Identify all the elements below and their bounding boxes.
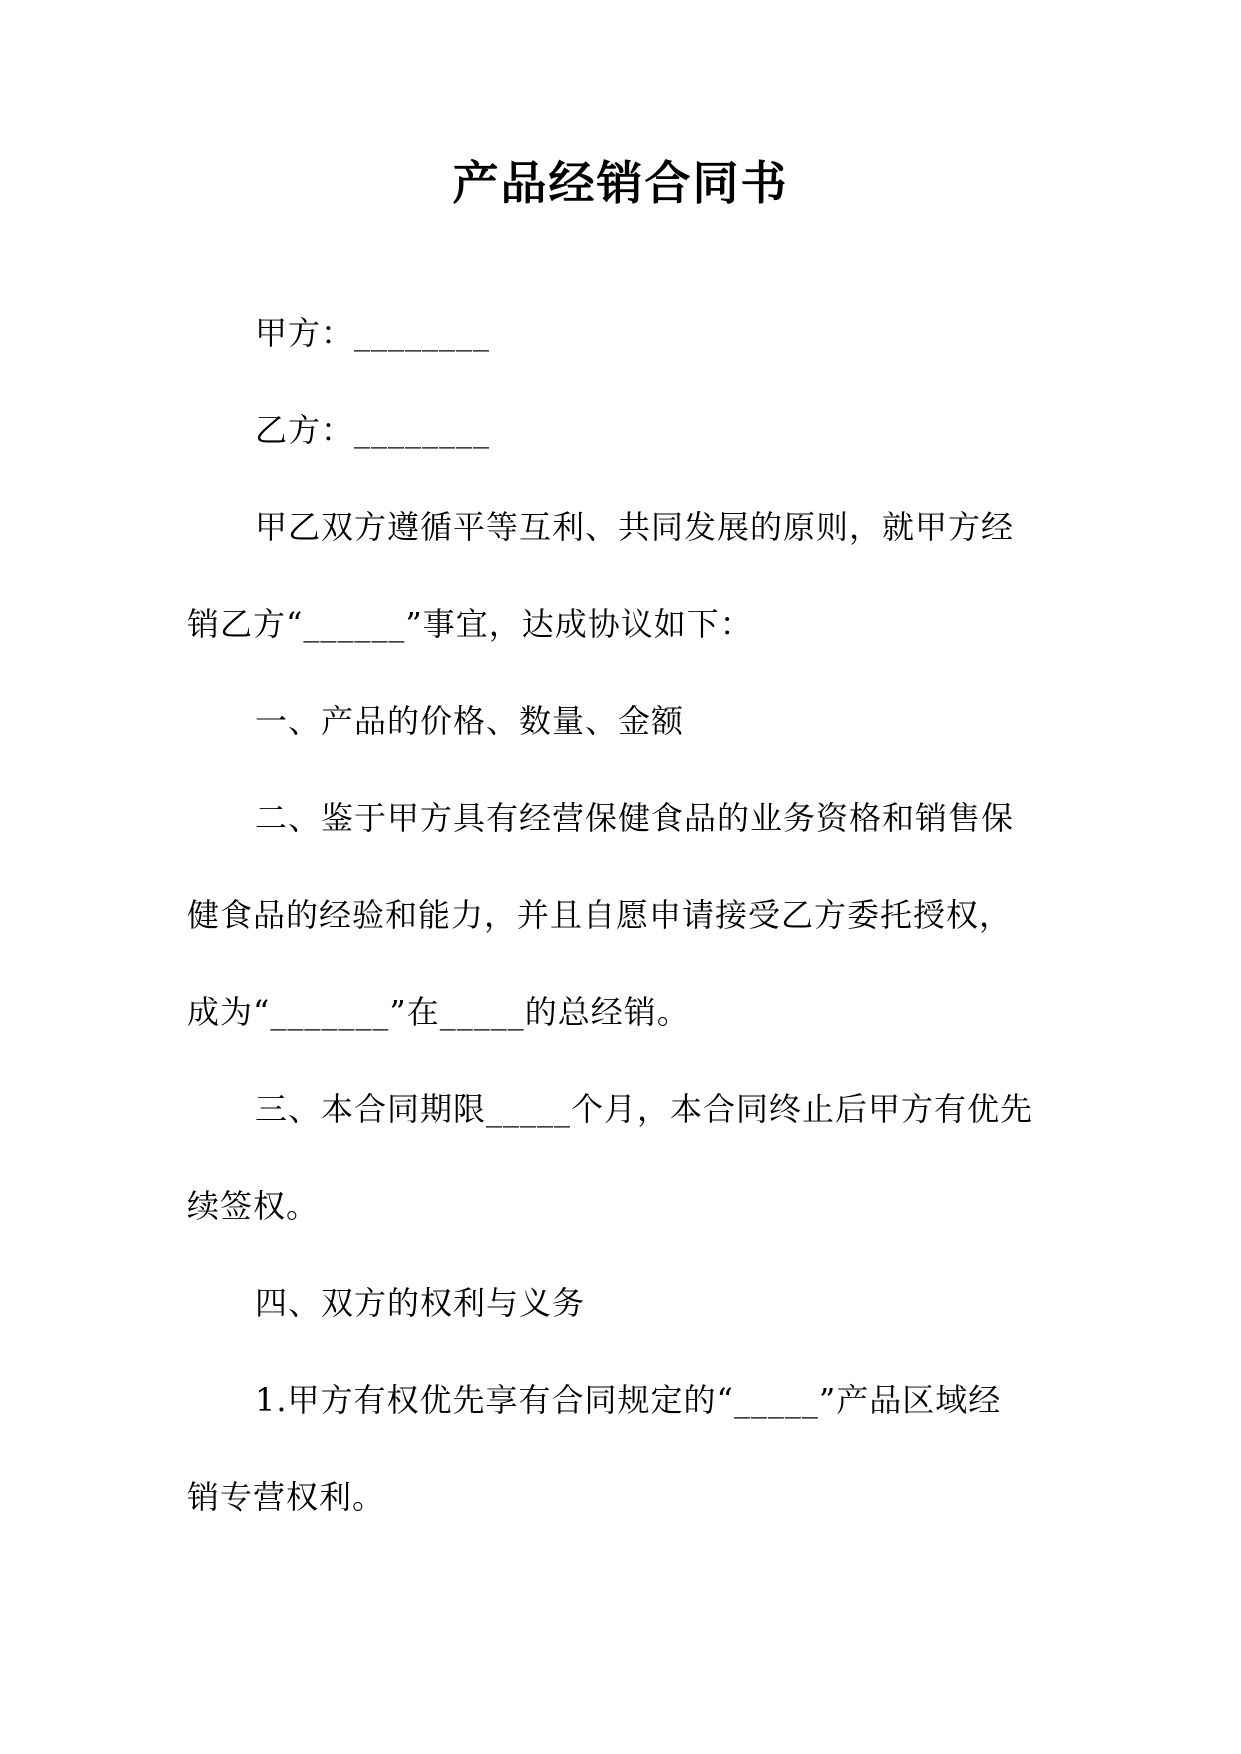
document-title: 产品经销合同书 <box>452 156 789 210</box>
clause-4-1-line-2: 销专营权利。 <box>187 1478 386 1516</box>
section-3-line-2: 续签权。 <box>187 1187 320 1225</box>
party-b-line: 乙方：________ <box>255 411 491 449</box>
section-2-line-3: 成为“_______”在_____的总经销。 <box>187 993 690 1031</box>
section-2-line-1: 二、鉴于甲方具有经营保健食品的业务资格和销售保 <box>255 799 1015 837</box>
clause-4-1-line-1: 1.甲方有权优先享有合同规定的“_____”产品区域经 <box>255 1381 1002 1419</box>
preamble-line-2: 销乙方“______”事宜，达成协议如下： <box>187 605 753 643</box>
document-body <box>187 303 1049 1564</box>
section-3-line-1: 三、本合同期限_____个月，本合同终止后甲方有优先 <box>255 1090 1034 1128</box>
preamble-line-1: 甲乙双方遵循平等互利、共同发展的原则，就甲方经 <box>255 508 1015 546</box>
section-1-heading: 一、产品的价格、数量、金额 <box>255 702 685 740</box>
party-a-line: 甲方：________ <box>255 314 491 352</box>
section-2-line-2: 健食品的经验和能力，并且自愿申请接受乙方委托授权， <box>187 896 1013 934</box>
section-4-heading: 四、双方的权利与义务 <box>255 1284 586 1322</box>
